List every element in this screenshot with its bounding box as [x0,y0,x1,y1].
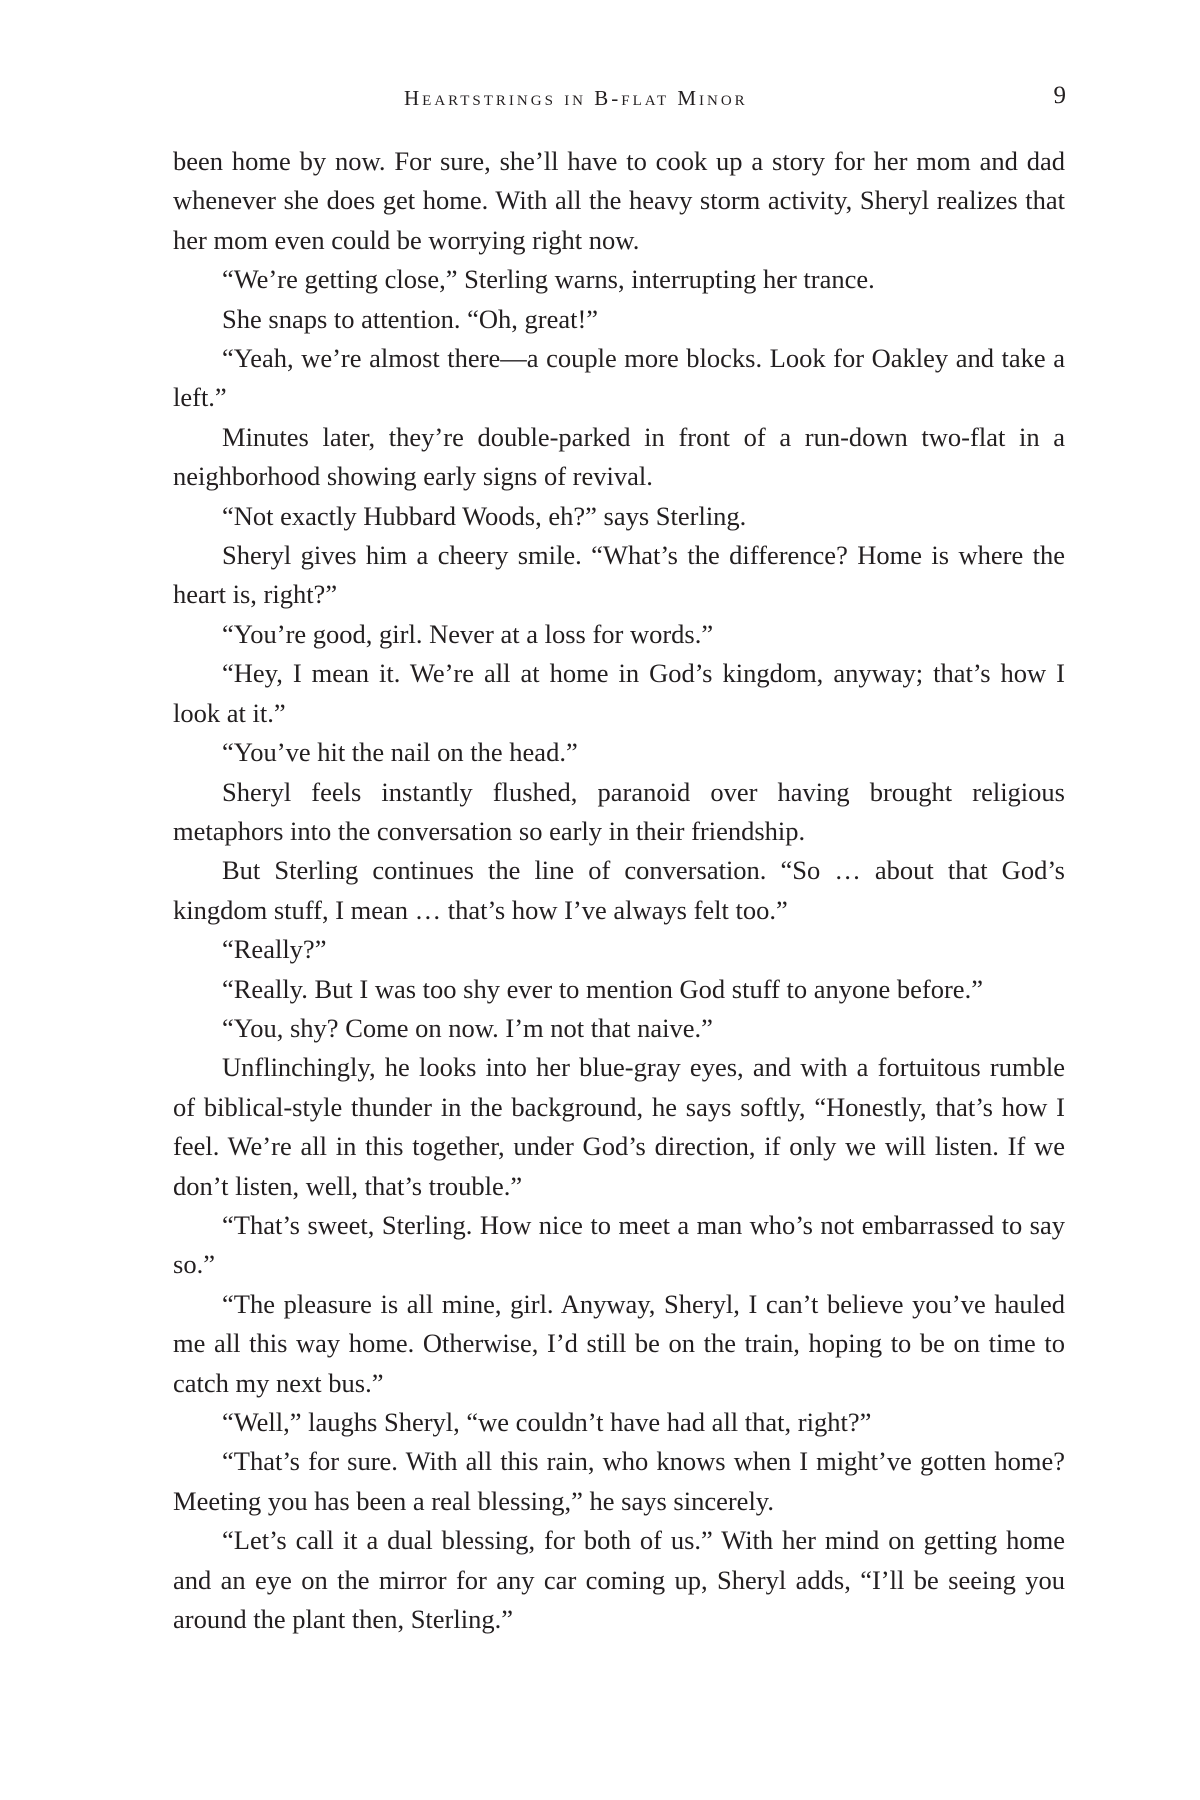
running-head-title: Heartstrings in B-flat Minor [404,86,748,110]
paragraph: “That’s sweet, Sterling. How nice to meet a man who’s not embarrassed to say so.” [173,1209,1065,1280]
paragraph: “Let’s call it a dual blessing, for both of us.” With her mind on getting home and an eye on the mirror for any car coming up, Sheryl adds, “I’ll be seeing you around the plant then, Sterling.” [173,1525,1065,1635]
paragraph: “The pleasure is all mine, girl. Anyway, Sheryl, I can’t believe you’ve hauled me all this way home. Otherwise, I’d still be on the train, hoping to be on time to catch my next bus.” [173,1288,1065,1398]
paragraph: Sheryl feels instantly flushed, paranoid over having brought religious metaphors into the conversation so early in their friendship. [173,776,1065,846]
paragraph: She snaps to attention. “Oh, great!” [222,303,599,334]
paragraph: Unflinchingly, he looks into her blue-gray eyes, and with a fortuitous rumble of biblical-style thunder in the background, he says softly, “Honestly, that’s how I feel. We’re all in this together, under God’s direction, if only we will listen. If we don’t listen, well, that’s trouble.” [173,1052,1065,1201]
paragraph: “Hey, I mean it. We’re all at home in God’s kingdom, anyway; that’s how I look at it.” [173,658,1065,728]
paragraph: “That’s for sure. With all this rain, who knows when I might’ve gotten home? Meeting you has been a real blessing,” he says sincerely. [173,1446,1065,1516]
body-text [173,142,1065,1639]
paragraph: “You’re good, girl. Never at a loss for words.” [222,618,714,649]
paragraph: “Not exactly Hubbard Woods, eh?” says Sterling. [222,500,747,531]
paragraph: been home by now. For sure, she’ll have to cook up a story for her mom and dad whenever she does get home. With all the heavy storm activity, Sheryl realizes that her mom even could be worrying right now. [173,146,1065,255]
paragraph: “Really. But I was too shy ever to mention God stuff to anyone before.” [222,973,983,1004]
paragraph: Sheryl gives him a cheery smile. “What’s the difference? Home is where the heart is, right?” [173,540,1065,610]
paragraph: But Sterling continues the line of conversation. “So … about that God’s kingdom stuff, I mean … that’s how I’ve always felt too.” [173,855,1065,925]
paragraph: “Well,” laughs Sheryl, “we couldn’t have had all that, right?” [222,1407,872,1437]
paragraph: “Really?” [222,934,327,965]
paragraph: “We’re getting close,” Sterling warns, interrupting her trance. [222,264,875,295]
page-number: 9 [1053,82,1066,109]
paragraph: Minutes later, they’re double-parked in front of a run-down two-flat in a neighborhood showing early signs of revival. [173,421,1065,492]
paragraph: “You’ve hit the nail on the head.” [222,737,578,768]
paragraph: “You, shy? Come on now. I’m not that naive.” [222,1012,713,1043]
paragraph: “Yeah, we’re almost there—a couple more blocks. Look for Oakley and take a left.” [173,343,1065,413]
